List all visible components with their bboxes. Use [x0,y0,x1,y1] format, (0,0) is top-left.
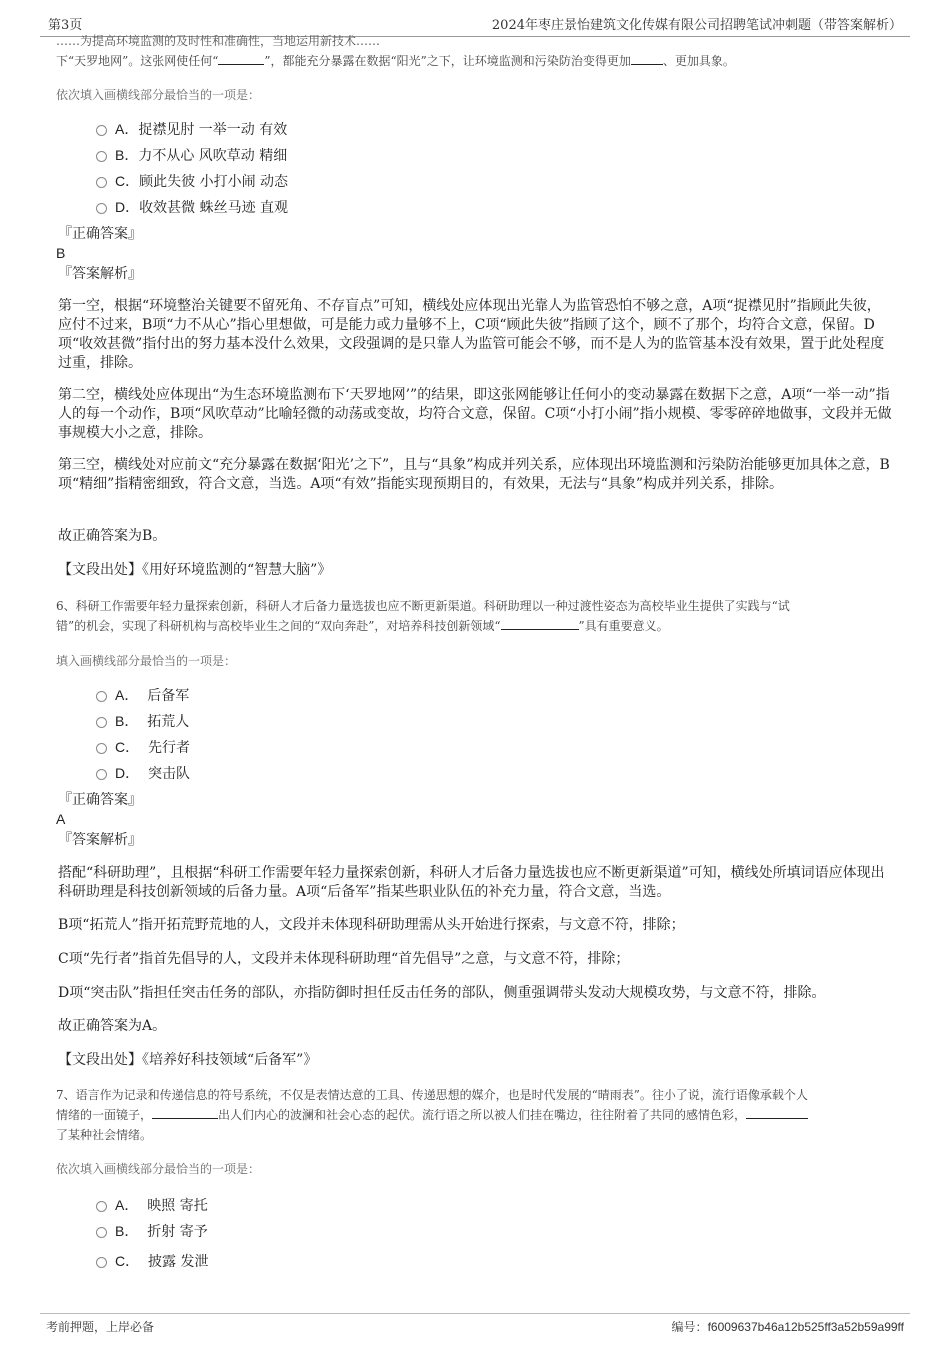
analysis-paragraph: 第二空，横线处应体现出“为生态环境监测布下‘天罗地网’”的结果，即这张网能够让任何小的变动暴露在数据下之意，A项“一举一动”指人的每一个动作，B项“风吹草动”比喻轻微的动荡或变故，均符合文意，保留。C项“小打小闹”指小规模、零零碎碎地做事，文段并无做事规模大小之意，排除。 [58,387,892,441]
blank [501,617,579,630]
radio-icon[interactable] [96,125,107,136]
answer-value: A [56,811,66,827]
q7-options [96,1194,208,1276]
answer-value: B [56,245,66,261]
analysis-conclusion: 故正确答案为B。 [58,528,167,544]
q7-stem: 7、语言作为记录和传递信息的符号系统，不仅是表情达意的工具、传递思想的媒介，也是时代发展的“晴雨表”。往小了说，流行语像承载个人 情绪的一面镜子， 出人们内心的波澜和社会心态的起伏。流行语之所以被人们挂在嘴边，往往附着了共同的感情色彩， 了某种社会情绪。 [56,1088,808,1142]
radio-icon[interactable] [96,1227,107,1238]
footer-slogan: 考前押题，上岸必备 [46,1320,155,1334]
analysis-paragraph: B项“拓荒人”指开拓荒野荒地的人，文段并未体现科研助理需从头开始进行探索，与文意不符，排除； [58,917,685,933]
q5-prompt: 依次填入画横线部分最恰当的一项是： [56,88,261,102]
q6-options [96,684,190,788]
q6-stem: 6、科研工作需要年轻力量探索创新，科研人才后备力量选拔也应不断更新渠道。科研助理以一种过渡性姿态为高校毕业生提供了实践与“试 错”的机会，实现了科研机构与高校毕业生之间的“双向奔赴”，对培养科技创新领域“ ”具有重要意义。 [56,599,790,633]
radio-icon[interactable] [96,743,107,754]
analysis-paragraph: 搭配“科研助理”，且根据“科研工作需要年轻力量探索创新，科研人才后备力量选拔也应不断更新渠道”可知，横线处所填词语应体现出科研助理是科技创新领域的后备力量。A项“后备军”指某些职业队伍的补充力量，符合文意，当选。 [58,865,885,900]
option-a[interactable]: A． 后备军 [96,684,190,710]
blank [746,1106,808,1119]
radio-icon[interactable] [96,717,107,728]
analysis-paragraph: 第三空，横线处对应前文“充分暴露在数据‘阳光’之下”，且与“具象”构成并列关系，应体现出环境监测和污染防治能够更加具体之意，B项“精细”指精密细致，符合文意，当选。A项“有效”指能实现预期目的，有效果，无法与“具象”构成并列关系，排除。 [58,457,890,492]
q6-prompt: 填入画横线部分最恰当的一项是： [56,654,237,668]
blank [152,1106,218,1119]
page-number: 第3页 [48,18,83,33]
analysis-paragraph: C项“先行者”指首先倡导的人，文段并未体现科研助理“首先倡导”之意，与文意不符，排除； [58,951,630,967]
option-d[interactable]: D． 突击队 [96,762,190,788]
page-footer [40,1313,910,1334]
blank [631,52,663,65]
option-a[interactable]: A． 映照 寄托 [96,1194,208,1220]
option-b[interactable]: B． 折射 寄予 [96,1220,208,1250]
cut-off-line: ……为提高环境监测的及时性和准确性，当地运用新技术…… [56,34,381,48]
option-c[interactable]: C． 先行者 [96,736,190,762]
option-d[interactable]: D．收效甚微 蛛丝马迹 直观 [96,196,288,222]
q7-prompt: 依次填入画横线部分最恰当的一项是： [56,1162,261,1176]
analysis-conclusion: 故正确答案为A。 [58,1018,167,1034]
radio-icon[interactable] [96,203,107,214]
radio-icon[interactable] [96,151,107,162]
radio-icon[interactable] [96,1201,107,1212]
analysis-paragraph: D项“突击队”指担任突击任务的部队，亦指防御时担任反击任务的部队，侧重强调带头发动大规模攻势，与文意不符，排除。 [58,985,826,1001]
q5-options [96,118,288,222]
document-title: 2024年枣庄景怡建筑文化传媒有限公司招聘笔试冲刺题（带答案解析） [491,18,902,33]
radio-icon[interactable] [96,691,107,702]
option-c[interactable]: C．顾此失彼 小打小闹 动态 [96,170,288,196]
answer-label: 『正确答案』 [58,226,142,242]
analysis-label: 『答案解析』 [58,266,142,282]
option-b[interactable]: B． 拓荒人 [96,710,190,736]
source-citation: 【文段出处】《培养好科技领域“后备军”》 [58,1052,318,1068]
answer-label: 『正确答案』 [58,792,142,808]
source-citation: 【文段出处】《用好环境监测的“智慧大脑”》 [58,562,332,578]
analysis-label: 『答案解析』 [58,832,142,848]
radio-icon[interactable] [96,769,107,780]
radio-icon[interactable] [96,1257,107,1268]
q5-stem: 下“天罗地网”。这张网使任何“ ”，都能充分暴露在数据“阳光”之下，让环境监测和污染防治变得更加 、更加具象。 [56,54,735,68]
analysis-paragraph: 第一空，根据“环境整治关键要不留死角、不存盲点”可知，横线处应体现出光靠人为监管恐怕不够之意，A项“捉襟见肘”指顾此失彼，应付不过来，B项“力不从心”指心里想做，可是能力或力量够不上，C项“顾此失彼”指顾了这个，顾不了那个，均符合文意，保留。D项“收效甚微”指付出的努力基本没什么效果，文段强调的是只靠人为监管可能会不够，而不是人为的监管基本没有效果，置于此处程度过重，排除。 [58,298,885,371]
document-id: 编号：f6009637b46a12b525ff3a52b59a99ff [671,1320,904,1334]
radio-icon[interactable] [96,177,107,188]
blank [218,52,264,65]
option-b[interactable]: B．力不从心 风吹草动 精细 [96,144,288,170]
option-c[interactable]: C． 披露 发泄 [96,1250,208,1276]
option-a[interactable]: A．捉襟见肘 一举一动 有效 [96,118,288,144]
